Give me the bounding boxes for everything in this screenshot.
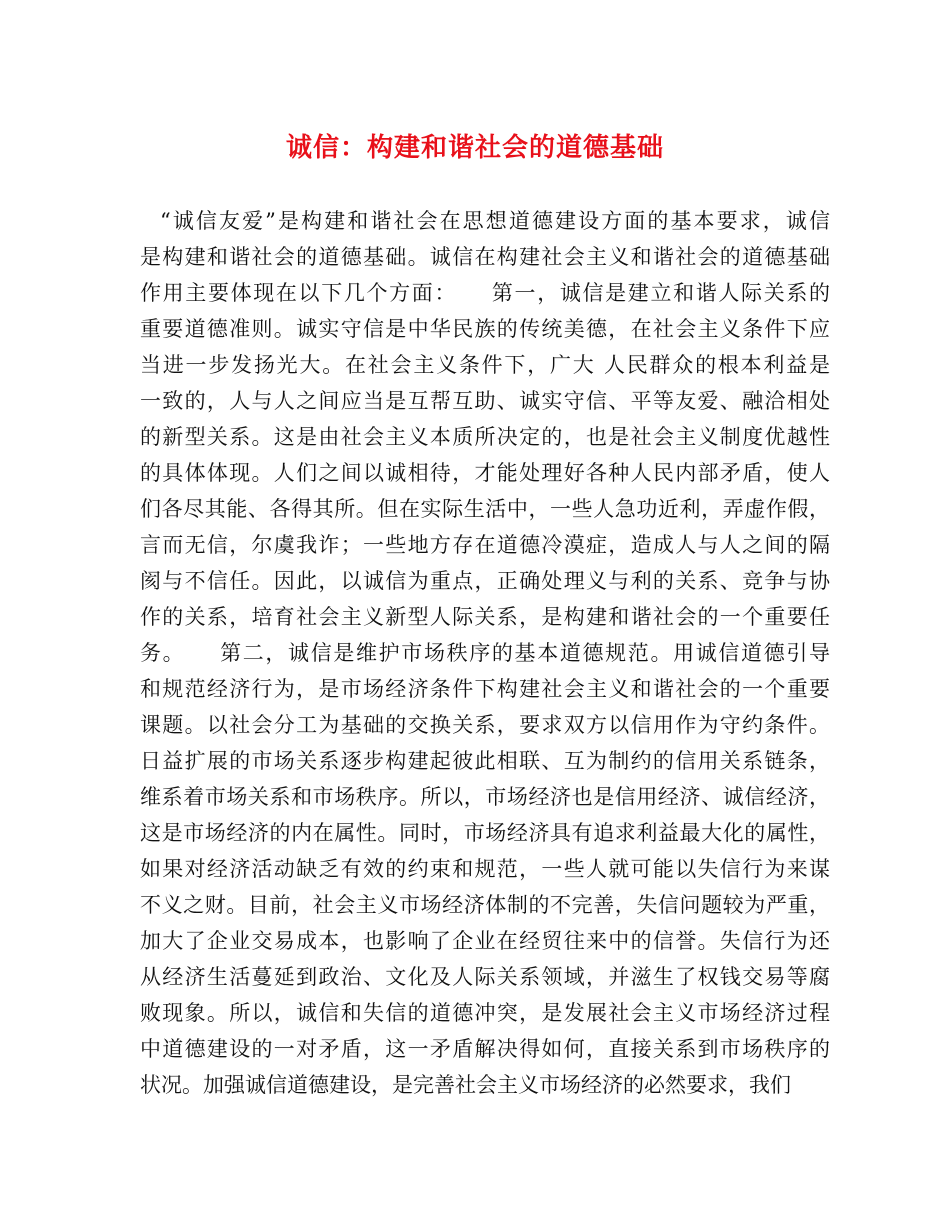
document-title: 诚信：构建和谐社会的道德基础 [285, 133, 664, 163]
document-body [140, 203, 830, 1103]
text-line: 败现象。所以，诚信和失信的道德冲突，是发展社会主义市场经济过程 [140, 1001, 830, 1025]
text-line: 的具体体现。人们之间以诚相待，才能处理好各种人民内部矛盾，使人 [140, 461, 830, 485]
text-line: 一致的，人与人之间应当是互帮互助、诚实守信、平等友爱、融洽相处 [140, 389, 830, 413]
text-line: 状况。加强诚信道德建设，是完善社会主义市场经济的必然要求，我们 [140, 1073, 791, 1097]
text-line: 不义之财。目前，社会主义市场经济体制的不完善，失信问题较为严重， [140, 893, 830, 917]
text-line: 从经济生活蔓延到政治、文化及人际关系领域，并滋生了权钱交易等腐 [140, 965, 830, 989]
text-line: 加大了企业交易成本，也影响了企业在经贸往来中的信誉。失信行为还 [140, 929, 830, 953]
text-line: 言而无信，尔虞我诈；一些地方存在道德冷漠症，造成人与人之间的隔 [140, 533, 830, 557]
text-line: 维系着市场关系和市场秩序。所以，市场经济也是信用经济、诚信经济， [140, 785, 830, 809]
text-line: 们各尽其能、各得其所。但在实际生活中，一些人急功近利，弄虚作假， [140, 497, 830, 521]
text-line: 日益扩展的市场关系逐步构建起彼此相联、互为制约的信用关系链条， [140, 749, 830, 773]
text-line: 重要道德准则。诚实守信是中华民族的传统美德，在社会主义条件下应 [140, 317, 830, 341]
text-line: 作的关系，培育社会主义新型人际关系，是构建和谐社会的一个重要任 [140, 605, 830, 629]
text-line: “诚信友爱”是构建和谐社会在思想道德建设方面的基本要求，诚信 [160, 209, 830, 233]
text-line: 的新型关系。这是由社会主义本质所决定的，也是社会主义制度优越性 [140, 425, 830, 449]
text-line: 阂与不信任。因此，以诚信为重点，正确处理义与利的关系、竞争与协 [140, 569, 830, 593]
text-line: 如果对经济活动缺乏有效的约束和规范，一些人就可能以失信行为来谋 [140, 857, 830, 881]
text-line: 中道德建设的一对矛盾，这一矛盾解决得如何，直接关系到市场秩序的 [140, 1037, 830, 1061]
text-line: 务。 第二，诚信是维护市场秩序的基本道德规范。用诚信道德引导 [140, 641, 830, 665]
text-line: 课题。以社会分工为基础的交换关系，要求双方以信用作为守约条件。 [140, 713, 830, 737]
text-line: 作用主要体现在以下几个方面： 第一，诚信是建立和谐人际关系的 [140, 281, 830, 305]
text-line: 和规范经济行为，是市场经济条件下构建社会主义和谐社会的一个重要 [140, 677, 830, 701]
text-line: 这是市场经济的内在属性。同时，市场经济具有追求利益最大化的属性， [140, 821, 830, 845]
text-line: 当进一步发扬光大。在社会主义条件下，广大 人民群众的根本利益是 [140, 353, 830, 377]
text-line: 是构建和谐社会的道德基础。诚信在构建社会主义和谐社会的道德基础 [140, 245, 830, 269]
